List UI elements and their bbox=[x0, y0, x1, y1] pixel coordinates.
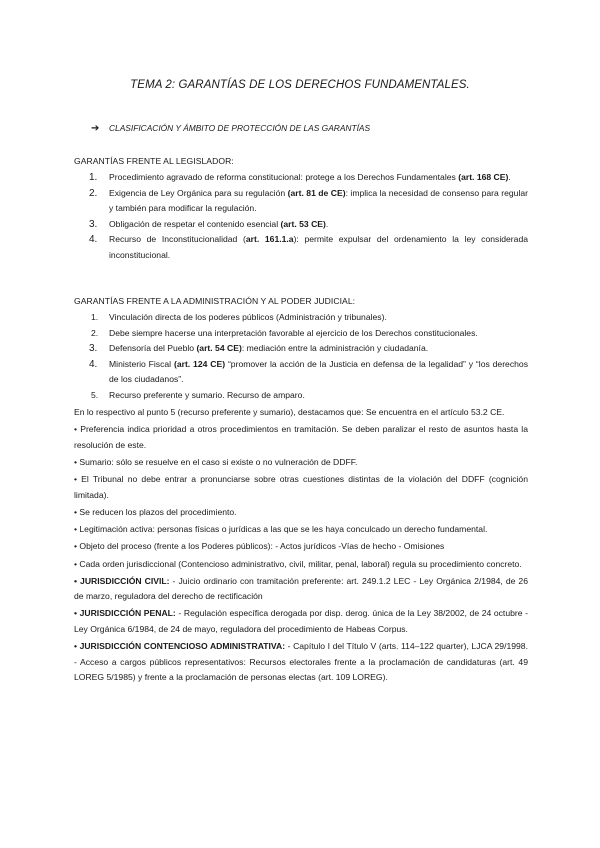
section-heading-administracion: GARANTÍAS FRENTE A LA ADMINISTRACIÓN Y AL PODER JUDICIAL: bbox=[74, 296, 356, 306]
list-number: 3. bbox=[89, 218, 98, 230]
list-item: 3. Defensoría del Pueblo (art. 54 CE): mediación entre la administración y ciudadanía. bbox=[74, 341, 528, 357]
list-number: 4. bbox=[89, 234, 98, 246]
list-item: 3. Obligación de respetar el contenido esencial (art. 53 CE). bbox=[74, 217, 528, 233]
list-item: 4. Recurso de Inconstitucionalidad (art. 161.1.a): permite expulsar del ordenamiento la ley considerada inconstitucional. bbox=[89, 234, 528, 260]
section-heading-legislador: GARANTÍAS FRENTE AL LEGISLADOR: bbox=[74, 156, 234, 166]
list-item: 1. Vinculación directa de los poderes públicos (Administración y tribunales). bbox=[74, 310, 528, 326]
intro-paragraph: En lo respectivo al punto 5 (recurso preferente y sumario), destacamos que: Se encuentra en el artículo 53.2 CE. bbox=[74, 407, 505, 417]
bullet-paragraph: • Preferencia indica prioridad a otros procedimientos en tramitación. Se deben paralizar el resto de asuntos hasta la resolución de este. bbox=[74, 424, 528, 450]
legislador-list bbox=[74, 170, 528, 264]
section-subtitle bbox=[91, 123, 370, 134]
list-item: 1. Procedimiento agravado de reforma constitucional: protege a los Derechos Fundamentales (art. 168 CE). bbox=[74, 170, 528, 186]
bullet-paragraph: • Cada orden jurisdiccional (Contencioso administrativo, civil, militar, penal, laboral) regula su procedimiento concreto. bbox=[74, 558, 522, 569]
body-text bbox=[74, 405, 528, 688]
list-item: 4. Ministerio Fiscal (art. 124 CE) “promover la acción de la Justicia en defensa de la legalidad” y “los derechos de los ciudadanos”. bbox=[89, 358, 528, 385]
bullet-paragraph: • Sumario: sólo se resuelve en el caso si existe o no vulneración de DDFF. bbox=[74, 456, 358, 467]
list-number: 5. bbox=[91, 389, 99, 400]
bullet-paragraph: • Se reducen los plazos del procedimiento. bbox=[74, 506, 237, 517]
jurisdiction-contencioso: • JURISDICCIÓN CONTENCIOSO ADMINISTRATIVA: - Capítulo I del Título V (arts. 114–122 quarter), LJCA 29/1998. - Acceso a cargos públicos representativos: Recursos electorales frente a la proclamación de candidaturas (art. 49 LOREG 5/1985) y frente a la proclamación de personas electas (art. 109 LOREG). bbox=[74, 641, 528, 683]
list-item: 2. Exigencia de Ley Orgánica para su regulación (art. 81 de CE): implica la necesidad de consenso para regular y también para modificar la regulación. bbox=[89, 187, 528, 214]
subtitle-text: CLASIFICACIÓN Y ÁMBITO DE PROTECCIÓN DE LAS GARANTÍAS bbox=[109, 123, 371, 133]
list-number: 4. bbox=[89, 358, 98, 370]
arrow-right-icon: ➔ bbox=[91, 123, 100, 134]
list-number: 1. bbox=[91, 312, 99, 322]
list-number: 3. bbox=[89, 343, 98, 355]
page-title: TEMA 2: GARANTÍAS DE LOS DERECHOS FUNDAMENTALES. bbox=[130, 79, 470, 91]
administracion-list bbox=[74, 310, 528, 404]
list-item: 5. Recurso preferente y sumario. Recurso de amparo. bbox=[74, 388, 528, 404]
bullet-paragraph: • Legitimación activa: personas físicas o jurídicas a las que se les haya conculcado un derecho fundamental. bbox=[74, 524, 488, 535]
bullet-paragraph: • Objeto del proceso (frente a los Poderes públicos): - Actos jurídicos -Vías de hecho - Omisiones bbox=[74, 541, 445, 552]
list-number: 2. bbox=[91, 327, 99, 338]
list-number: 1. bbox=[89, 172, 98, 183]
jurisdiction-civil: • JURISDICCIÓN CIVIL: - Juicio ordinario con tramitación preferente: art. 249.1.2 LEC - Ley Orgánica 2/1984, de 26 de marzo, reguladora del derecho de rectificación bbox=[74, 575, 528, 602]
bullet-paragraph: • El Tribunal no debe entrar a pronunciarse sobre otras cuestiones distintas de la violación del DDFF (cognición limitada). bbox=[74, 474, 528, 500]
list-item: 2. Debe siempre hacerse una interpretación favorable al ejercicio de los Derechos constitucionales. bbox=[74, 326, 528, 342]
jurisdiction-penal: • JURISDICCIÓN PENAL: - Regulación específica derogada por disp. derog. única de la Ley 38/2002, de 24 octubre - Ley Orgánica 6/1984, de 24 de mayo, reguladora del procedimiento de Habeas Corpus. bbox=[74, 608, 528, 635]
list-number: 2. bbox=[89, 187, 98, 199]
